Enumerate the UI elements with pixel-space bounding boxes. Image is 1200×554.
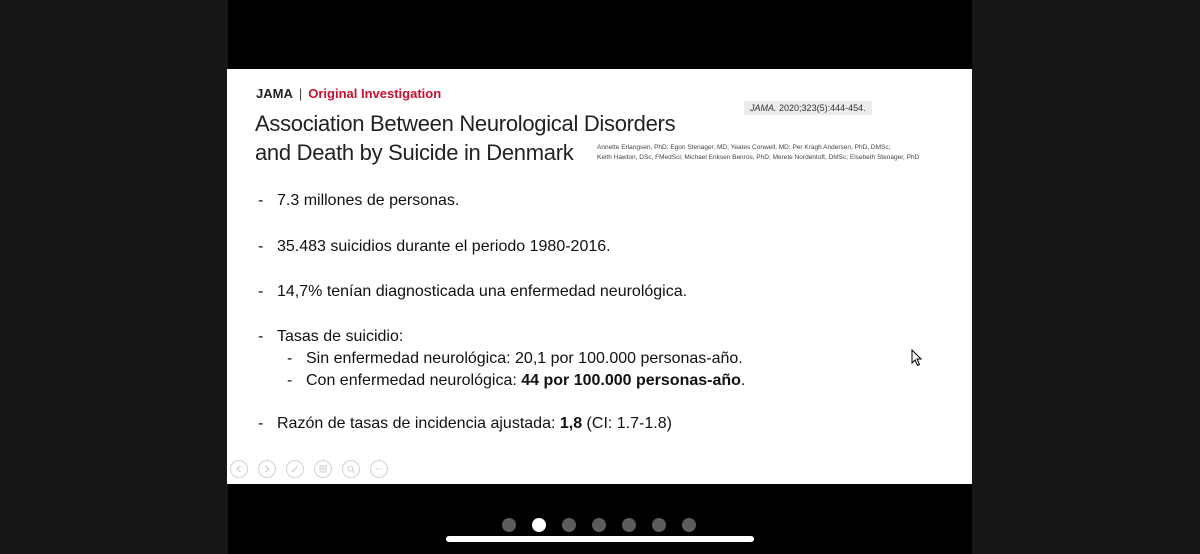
bullet-dash: - <box>258 238 264 255</box>
sub-bullet-without <box>287 350 743 368</box>
bullet-text: Razón de tasas de incidencia ajustada: <box>277 415 560 432</box>
page-dot[interactable] <box>592 518 606 532</box>
bullet-text: Sin enfermedad neurológica: 20,1 por 100.000 personas-año. <box>306 350 743 367</box>
bullet-dash: - <box>287 350 293 367</box>
page-dot[interactable] <box>682 518 696 532</box>
bullet-bold-value: 44 por 100.000 personas-año <box>521 372 741 389</box>
bullet-suicides <box>258 238 611 256</box>
citation-details: 2020;323(5):444-454. <box>779 103 866 113</box>
bullet-ratio <box>258 415 672 433</box>
previous-icon[interactable] <box>230 460 248 478</box>
page-dot[interactable] <box>652 518 666 532</box>
page-dot[interactable] <box>622 518 636 532</box>
journal-name: JAMA <box>256 86 293 101</box>
bullet-dash: - <box>258 328 264 345</box>
slides-icon[interactable] <box>314 460 332 478</box>
bullet-text: Con enfermedad neurológica: <box>306 372 522 389</box>
bullet-dash: - <box>258 283 264 300</box>
page-dot-active[interactable] <box>532 518 546 532</box>
mouse-cursor-icon <box>911 349 923 367</box>
bullet-rates <box>258 328 403 346</box>
left-background <box>0 0 228 554</box>
authors-line-2: Keith Hawton, DSc, FMedSci; Michael Eriksen Benros, PhD; Merete Nordentoft, DMSc; Elsebeth Stenager, PhD <box>597 154 920 161</box>
title-line-2: and Death by Suicide in Denmark <box>255 140 574 165</box>
bullet-text: 35.483 suicidios durante el periodo 1980-2016. <box>277 238 611 255</box>
right-background <box>972 0 1200 554</box>
pen-icon[interactable] <box>286 460 304 478</box>
more-icon[interactable] <box>370 460 388 478</box>
citation-box <box>744 101 872 115</box>
journal-header <box>256 86 441 101</box>
presentation-slide[interactable] <box>227 69 972 484</box>
bullet-end: . <box>740 372 746 389</box>
page-dot[interactable] <box>502 518 516 532</box>
bullet-text: Tasas de suicidio: <box>277 328 404 345</box>
bullet-bold-value: 1,8 <box>559 415 583 432</box>
bullet-text: 14,7% tenían diagnosticada una enfermedad neurológica. <box>277 283 688 300</box>
bullet-end: (CI: 1.7-1.8) <box>582 415 672 432</box>
sub-bullet-with <box>287 372 745 390</box>
bullet-population <box>258 192 459 210</box>
header-separator: | <box>298 86 303 101</box>
home-indicator-bar[interactable] <box>446 536 754 542</box>
bullet-diagnosis <box>258 283 687 301</box>
authors-line-1: Annette Erlangsen, PhD; Egon Stenager, MD; Yeates Conwell, MD; Per Kragh Andersen, PhD, DMSc; <box>597 144 891 151</box>
title-line-1: Association Between Neurological Disorders <box>255 111 676 136</box>
section-label: Original Investigation <box>308 86 442 101</box>
page-dot[interactable] <box>562 518 576 532</box>
bullet-dash: - <box>258 415 264 432</box>
bullet-text: 7.3 millones de personas. <box>277 192 460 209</box>
zoom-icon[interactable] <box>342 460 360 478</box>
citation-journal: JAMA. <box>750 103 777 113</box>
bullet-dash: - <box>258 192 264 209</box>
next-icon[interactable] <box>258 460 276 478</box>
author-list <box>597 143 957 163</box>
bullet-dash: - <box>287 372 293 389</box>
